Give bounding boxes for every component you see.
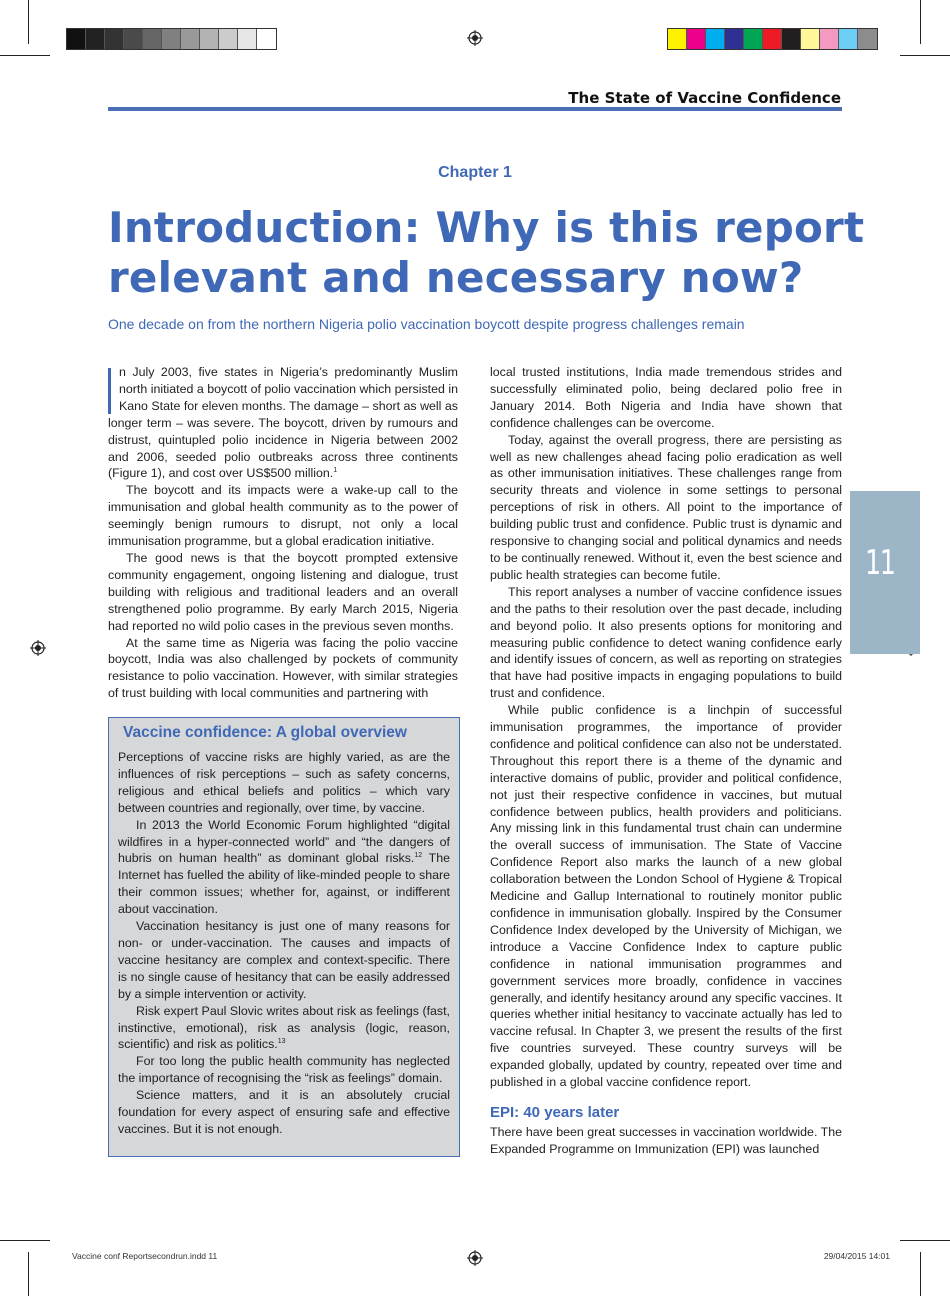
section-heading: EPI: 40 years later bbox=[490, 1103, 620, 1121]
paragraph: At the same time as Nigeria was facing the polio vaccine boycott, India was also challenged by pockets of community resistance to polio vaccination. However, with similar strategies of trust building with local communities and partnering with bbox=[108, 635, 458, 701]
color-swatch bbox=[687, 29, 706, 49]
header-rule bbox=[108, 107, 842, 111]
color-swatch bbox=[744, 29, 763, 49]
registration-mark-icon bbox=[467, 30, 483, 46]
crop-mark bbox=[900, 1240, 950, 1241]
paragraph: local trusted institutions, India made tremendous strides and successfully eliminated polio, being declared polio free in January 2014. Both Nigeria and India have shown that confidence challenges can be overcome. bbox=[490, 365, 842, 430]
slug-file-info: Vaccine conf Reportsecondrun.indd 11 bbox=[72, 1251, 218, 1261]
slug-date-info: 29/04/2015 14:01 bbox=[823, 1251, 890, 1261]
crop-mark bbox=[920, 0, 921, 44]
paragraph: The good news is that the boycott prompted extensive community engagement, ongoing listening and dialogue, trust building with religious and traditional leaders and an overall strengthened polio programme. By early March 2015, Nigeria had reported no wild polio cases in the previous seven months. bbox=[108, 550, 458, 633]
color-swatch bbox=[782, 29, 801, 49]
color-swatch bbox=[238, 29, 257, 49]
paragraph: n July 2003, five states in Nigeria’s predominantly Muslim north initiated a boycott of polio vaccination which persisted in Kano State for eleven months. The damage – short as well as longer term – was severe. The boycott, driven by rumours and distrust, quintupled polio incidence in Nigeria between 2002 and 2006, seeded polio outbreaks across three continents (Figure 1), and cost over US$500 million.$^1$ bbox=[108, 365, 458, 481]
paragraph: Today, against the overall progress, there are persisting as well as new challenges ahead facing polio eradication as well as other immunisation initiatives. These challenges range from security threats and violence in some settings to personal perceptions of risk in others. All point to the importance of building public trust and confidence. Public trust is dynamic and responsive to changing social and political dynamics and needs to be continually renewed. Without it, even the best science and public health strategies can become futile. bbox=[490, 432, 842, 582]
page-title bbox=[108, 203, 868, 303]
color-swatch bbox=[725, 29, 744, 49]
crop-mark bbox=[920, 1252, 921, 1296]
crop-mark bbox=[0, 55, 50, 56]
color-swatch bbox=[820, 29, 839, 49]
registration-mark-icon bbox=[467, 1250, 483, 1266]
paragraph: While public confidence is a linchpin of successful immunisation programmes, the importance of provider confidence and political confidence can also not be understated. Throughout this report there is a theme of the dynamic and interactive domains of public, provider and political confidence, not just their respective confidence in vaccines, but mutual confidence between publics, health providers and politicians. Any missing link in this fundamental trust chain can undermine the overall success of immunisation. The State of Vaccine Confidence Report also marks the launch of a new global collaboration between the London School of Hygiene & Tropical Medicine and Gallup International to routinely monitor public confidence in immunisation globally. Inspired by the Consumer Confidence Index developed by the University of Michigan, we introduce a Vaccine Confidence Index to capture public confidence in national immunisation programmes and government services more broadly, confidence in vaccines generally, and identify hesitancy around any specific vaccines. It queries whether initial hesitancy to vaccinate actually has led to vaccine refusal. In Chapter 3, we present the results of the first five countries surveyed. These country surveys will be expanded globally, updated by country, repeated over time and published in a global vaccine confidence report. bbox=[490, 703, 843, 1090]
color-swatch bbox=[67, 29, 86, 49]
paragraph: There have been great successes in vaccination worldwide. The Expanded Programme on Immunization (EPI) was launched bbox=[490, 1124, 842, 1156]
page-subtitle: One decade on from the northern Nigeria polio vaccination boycott despite progress challenges remain bbox=[108, 316, 745, 332]
paragraph: This report analyses a number of vaccine confidence issues and the paths to their resolution over the past decade, including and beyond polio. It also presents options for monitoring and measuring public confidence to detect waning confidence early and identify issues of concern, as well as reporting on strategies that have had positive impacts in engaging populations to build trust and confidence. bbox=[490, 584, 842, 701]
sidebar-box bbox=[108, 717, 460, 1157]
color-swatch bbox=[86, 29, 105, 49]
color-swatch bbox=[219, 29, 238, 49]
page-number-tab bbox=[850, 491, 920, 654]
color-swatch bbox=[162, 29, 181, 49]
chapter-label: Chapter 1 bbox=[438, 164, 512, 181]
crop-mark bbox=[0, 1240, 50, 1241]
paragraph: In 2013 the World Economic Forum highlighted “digital wildfires in a hyper-connected world” and “the dangers of hubris on human health” as dominant global risks.$^{12}$ The Internet has fuelled the ability of like-minded people to share their common issues; whether for, against, or indifferent about vaccination. bbox=[118, 817, 450, 917]
running-head: The State of Vaccine Confidence bbox=[568, 89, 841, 107]
color-swatch bbox=[181, 29, 200, 49]
color-swatch bbox=[105, 29, 124, 49]
sidebar-box-title: Vaccine confidence: A global overview bbox=[123, 724, 407, 741]
crop-mark bbox=[900, 55, 950, 56]
gray-color-bar bbox=[66, 28, 277, 50]
color-swatch bbox=[858, 29, 877, 49]
paragraph: For too long the public health community has neglected the importance of recognising the “risk as feelings” domain. bbox=[118, 1054, 450, 1086]
title-line-1: Introduction: Why is this report bbox=[108, 203, 865, 252]
color-swatch bbox=[257, 29, 276, 49]
color-swatch bbox=[706, 29, 725, 49]
paragraph: Science matters, and it is an absolutely crucial foundation for every aspect of ensuring safe and effective vaccines. But it is not enough. bbox=[118, 1088, 450, 1136]
paragraph: Vaccination hesitancy is just one of many reasons for non- or under-vaccination. The causes and impacts of vaccine hesitancy are complex and context-specific. There is no single cause of hesitancy that can be easily addressed by a simple intervention or activity. bbox=[118, 919, 450, 1001]
color-swatch bbox=[839, 29, 858, 49]
color-swatch bbox=[124, 29, 143, 49]
left-column bbox=[108, 364, 458, 702]
title-line-2: relevant and necessary now? bbox=[108, 253, 804, 302]
color-swatch bbox=[668, 29, 687, 49]
paragraph: Risk expert Paul Slovic writes about risk as feelings (fast, instinctive, emotional), risk as analysis (logic, reason, scientific) and risk as politics.$^{13}$ bbox=[118, 1003, 450, 1052]
color-swatch bbox=[143, 29, 162, 49]
process-color-bar bbox=[667, 28, 878, 50]
paragraph: Perceptions of vaccine risks are highly varied, as are the influences of risk perceptions – such as safety concerns, religious and ethical beliefs and politics – which vary between countries and regionally, over time, by vaccine. bbox=[118, 750, 450, 815]
color-swatch bbox=[200, 29, 219, 49]
drop-cap-bar bbox=[108, 368, 111, 414]
page-number: 11 bbox=[865, 543, 895, 583]
crop-mark bbox=[28, 1252, 29, 1296]
color-swatch bbox=[801, 29, 820, 49]
crop-mark bbox=[28, 0, 29, 44]
paragraph: The boycott and its impacts were a wake-up call to the immunisation and global health community as to the power of seemingly benign rumours to disrupt, not only a local immunisation programme, but a global eradication initiative. bbox=[108, 483, 458, 549]
right-column bbox=[490, 364, 842, 1158]
registration-mark-icon bbox=[30, 640, 46, 656]
color-swatch bbox=[763, 29, 782, 49]
